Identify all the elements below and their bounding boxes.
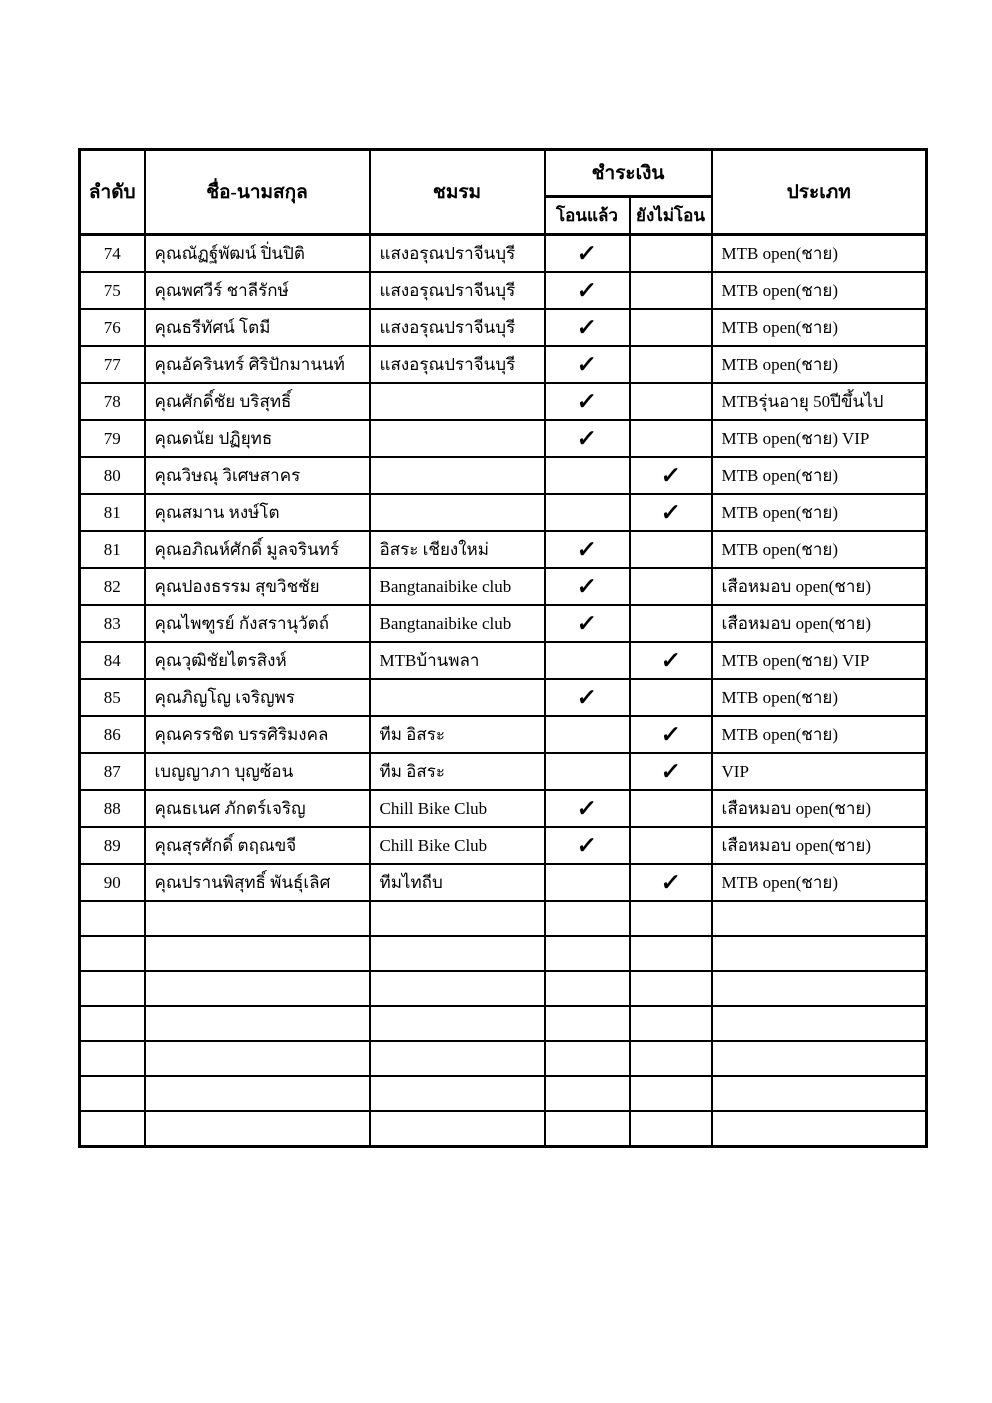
table-row [80, 679, 927, 716]
row-category: เสือหมอบ open(ชาย) [712, 568, 927, 605]
check-icon: ✓ [659, 721, 682, 747]
row-number [80, 1041, 145, 1076]
row-club: Chill Bike Club [370, 827, 545, 864]
row-name: คุณวุฒิชัยไตรสิงห์ [145, 642, 370, 679]
row-club [370, 1006, 545, 1041]
unpaid-cell [630, 901, 712, 936]
row-club: ทีมไทถีบ [370, 864, 545, 901]
header-number: ลำดับ [80, 150, 145, 235]
table-row [80, 716, 927, 753]
paid-cell [545, 716, 630, 753]
row-name: คุณไพฑูรย์ กังสรานุวัตถ์ [145, 605, 370, 642]
unpaid-cell [630, 642, 712, 679]
row-club [370, 420, 545, 457]
row-category [712, 971, 927, 1006]
header-row-top [80, 150, 927, 197]
check-icon: ✓ [576, 536, 598, 562]
row-club [370, 901, 545, 936]
row-club: Chill Bike Club [370, 790, 545, 827]
row-club [370, 383, 545, 420]
table-row [80, 235, 927, 273]
row-name [145, 971, 370, 1006]
row-number [80, 1006, 145, 1041]
row-name [145, 1076, 370, 1111]
row-number: 85 [80, 679, 145, 716]
header-payment: ชำระเงิน [545, 150, 712, 197]
check-icon: ✓ [576, 425, 598, 451]
row-name: คุณวิษณุ วิเศษสาคร [145, 457, 370, 494]
check-icon: ✓ [576, 684, 598, 710]
row-club: อิสระ เชียงใหม่ [370, 531, 545, 568]
row-category [712, 1076, 927, 1111]
row-category: MTB open(ชาย) [712, 494, 927, 531]
row-name: เบญญาภา บุญซ้อน [145, 753, 370, 790]
unpaid-cell [630, 1006, 712, 1041]
row-name: คุณพศวีร์ ชาลีรักษ์ [145, 272, 370, 309]
row-name: คุณปรานพิสุทธิ์ พันธุ์เลิศ [145, 864, 370, 901]
paid-cell [545, 1076, 630, 1111]
table-row [80, 605, 927, 642]
table-row [80, 864, 927, 901]
row-club [370, 936, 545, 971]
paid-cell [545, 827, 630, 864]
unpaid-cell [630, 679, 712, 716]
empty-table-row [80, 1041, 927, 1076]
row-club [370, 1041, 545, 1076]
row-name: คุณอภิณห์ศักดิ์ มูลจรินทร์ [145, 531, 370, 568]
row-category: MTB open(ชาย) [712, 716, 927, 753]
row-name: คุณธรีทัศน์ โตมี [145, 309, 370, 346]
table-row [80, 420, 927, 457]
paid-cell [545, 642, 630, 679]
row-number: 75 [80, 272, 145, 309]
unpaid-cell [630, 383, 712, 420]
row-number: 77 [80, 346, 145, 383]
check-icon: ✓ [659, 758, 682, 784]
empty-table-row [80, 971, 927, 1006]
unpaid-cell [630, 457, 712, 494]
paid-cell [545, 936, 630, 971]
paid-cell [545, 1041, 630, 1076]
paid-cell [545, 901, 630, 936]
header-category: ประเภท [712, 150, 927, 235]
unpaid-cell [630, 753, 712, 790]
unpaid-cell [630, 420, 712, 457]
row-number [80, 936, 145, 971]
empty-table-row [80, 936, 927, 971]
row-number: 88 [80, 790, 145, 827]
check-icon: ✓ [576, 314, 598, 340]
row-name [145, 936, 370, 971]
row-category: MTB open(ชาย) [712, 346, 927, 383]
row-name [145, 1041, 370, 1076]
row-name: คุณธเนศ ภักตร์เจริญ [145, 790, 370, 827]
paid-cell [545, 864, 630, 901]
row-club: แสงอรุณปราจีนบุรี [370, 309, 545, 346]
header-paid: โอนแล้ว [545, 197, 630, 235]
check-icon: ✓ [576, 610, 598, 636]
row-category [712, 1111, 927, 1147]
row-club [370, 679, 545, 716]
unpaid-cell [630, 346, 712, 383]
unpaid-cell [630, 235, 712, 273]
row-number: 86 [80, 716, 145, 753]
row-category [712, 936, 927, 971]
row-club: แสงอรุณปราจีนบุรี [370, 346, 545, 383]
table-row [80, 309, 927, 346]
row-number: 83 [80, 605, 145, 642]
row-club [370, 1111, 545, 1147]
row-category: เสือหมอบ open(ชาย) [712, 605, 927, 642]
row-number: 79 [80, 420, 145, 457]
row-name: คุณปองธรรม สุขวิชชัย [145, 568, 370, 605]
row-category: VIP [712, 753, 927, 790]
registration-table [78, 148, 928, 1148]
row-number: 76 [80, 309, 145, 346]
row-club: MTBบ้านพลา [370, 642, 545, 679]
unpaid-cell [630, 272, 712, 309]
row-name [145, 1111, 370, 1147]
unpaid-cell [630, 1076, 712, 1111]
row-category: เสือหมอบ open(ชาย) [712, 827, 927, 864]
row-name [145, 901, 370, 936]
paid-cell [545, 420, 630, 457]
row-number: 82 [80, 568, 145, 605]
paid-cell [545, 383, 630, 420]
unpaid-cell [630, 1111, 712, 1147]
table-row [80, 272, 927, 309]
row-number [80, 901, 145, 936]
paid-cell [545, 494, 630, 531]
check-icon: ✓ [576, 240, 598, 266]
paid-cell [545, 1111, 630, 1147]
row-number: 74 [80, 235, 145, 273]
row-number: 87 [80, 753, 145, 790]
row-club [370, 1076, 545, 1111]
check-icon: ✓ [576, 795, 598, 821]
row-category: MTB open(ชาย) VIP [712, 420, 927, 457]
row-club [370, 494, 545, 531]
header-club: ชมรม [370, 150, 545, 235]
row-number: 81 [80, 531, 145, 568]
row-club [370, 457, 545, 494]
row-club: แสงอรุณปราจีนบุรี [370, 272, 545, 309]
check-icon: ✓ [576, 573, 598, 599]
unpaid-cell [630, 936, 712, 971]
unpaid-cell [630, 790, 712, 827]
row-category: MTBรุ่นอายุ 50ปีขึ้นไป [712, 383, 927, 420]
empty-table-row [80, 1006, 927, 1041]
unpaid-cell [630, 971, 712, 1006]
row-category [712, 1041, 927, 1076]
unpaid-cell [630, 494, 712, 531]
paid-cell [545, 605, 630, 642]
unpaid-cell [630, 568, 712, 605]
row-number: 81 [80, 494, 145, 531]
row-category: MTB open(ชาย) [712, 457, 927, 494]
unpaid-cell [630, 864, 712, 901]
header-name: ชื่อ-นามสกุล [145, 150, 370, 235]
row-category: MTB open(ชาย) VIP [712, 642, 927, 679]
row-name: คุณครรชิต บรรศิริมงคล [145, 716, 370, 753]
row-club: Bangtanaibike club [370, 568, 545, 605]
row-name: คุณสุรศักดิ์ ตฤณขจี [145, 827, 370, 864]
row-category [712, 901, 927, 936]
row-number: 89 [80, 827, 145, 864]
row-number: 84 [80, 642, 145, 679]
check-icon: ✓ [576, 388, 598, 414]
unpaid-cell [630, 531, 712, 568]
empty-table-row [80, 1111, 927, 1147]
row-category [712, 1006, 927, 1041]
paid-cell [545, 235, 630, 273]
empty-table-row [80, 1076, 927, 1111]
table-row [80, 827, 927, 864]
row-category: MTB open(ชาย) [712, 864, 927, 901]
row-category: เสือหมอบ open(ชาย) [712, 790, 927, 827]
unpaid-cell [630, 309, 712, 346]
check-icon: ✓ [576, 351, 598, 377]
check-icon: ✓ [659, 647, 682, 673]
row-number [80, 1076, 145, 1111]
paid-cell [545, 753, 630, 790]
row-name: คุณศักดิ์ชัย บริสุทธิ์ [145, 383, 370, 420]
empty-table-row [80, 901, 927, 936]
row-name: คุณณัฏฐ์พัฒน์ ปิ่นปิติ [145, 235, 370, 273]
row-name: คุณดนัย ปฏิยุทธ [145, 420, 370, 457]
check-icon: ✓ [659, 499, 682, 525]
table-row [80, 383, 927, 420]
row-club: ทีม อิสระ [370, 753, 545, 790]
unpaid-cell [630, 605, 712, 642]
paid-cell [545, 679, 630, 716]
paid-cell [545, 971, 630, 1006]
row-name: คุณภิญโญ เจริญพร [145, 679, 370, 716]
row-category: MTB open(ชาย) [712, 235, 927, 273]
table-row [80, 568, 927, 605]
table-row [80, 346, 927, 383]
unpaid-cell [630, 827, 712, 864]
row-number: 78 [80, 383, 145, 420]
check-icon: ✓ [576, 832, 598, 858]
paid-cell [545, 790, 630, 827]
paid-cell [545, 1006, 630, 1041]
table-header [80, 150, 927, 235]
table-body [80, 235, 927, 1147]
table-row [80, 457, 927, 494]
paid-cell [545, 457, 630, 494]
table-row [80, 494, 927, 531]
row-club [370, 971, 545, 1006]
row-number [80, 971, 145, 1006]
paid-cell [545, 272, 630, 309]
table-row [80, 790, 927, 827]
table-row [80, 531, 927, 568]
row-club: Bangtanaibike club [370, 605, 545, 642]
row-number: 80 [80, 457, 145, 494]
row-category: MTB open(ชาย) [712, 679, 927, 716]
paid-cell [545, 531, 630, 568]
header-unpaid: ยังไม่โอน [630, 197, 712, 235]
row-name: คุณสมาน หงษ์โต [145, 494, 370, 531]
row-club: แสงอรุณปราจีนบุรี [370, 235, 545, 273]
row-category: MTB open(ชาย) [712, 272, 927, 309]
row-name: คุณอัครินทร์ ศิริปักมานนท์ [145, 346, 370, 383]
table-row [80, 642, 927, 679]
check-icon: ✓ [576, 277, 598, 303]
check-icon: ✓ [659, 869, 682, 895]
row-category: MTB open(ชาย) [712, 309, 927, 346]
row-club: ทีม อิสระ [370, 716, 545, 753]
row-category: MTB open(ชาย) [712, 531, 927, 568]
table-row [80, 753, 927, 790]
row-name [145, 1006, 370, 1041]
paid-cell [545, 568, 630, 605]
row-number: 90 [80, 864, 145, 901]
paid-cell [545, 309, 630, 346]
paid-cell [545, 346, 630, 383]
row-number [80, 1111, 145, 1147]
check-icon: ✓ [659, 462, 682, 488]
unpaid-cell [630, 716, 712, 753]
unpaid-cell [630, 1041, 712, 1076]
